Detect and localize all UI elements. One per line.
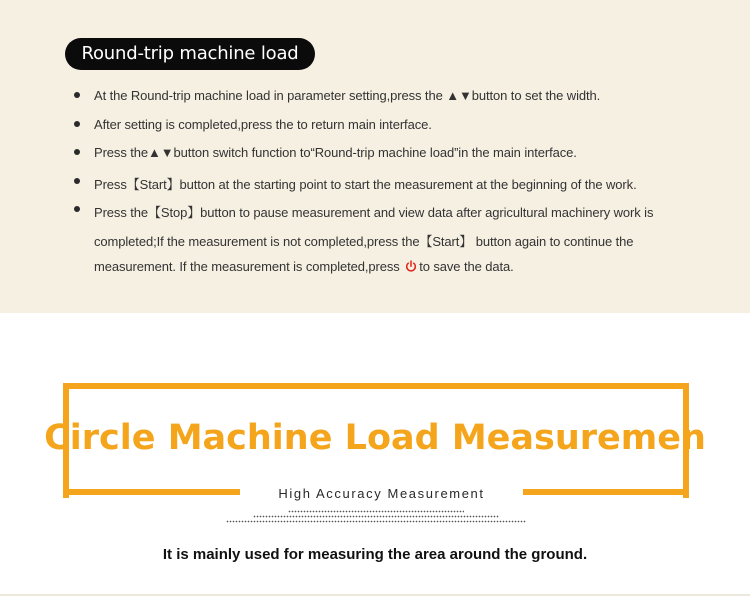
list-item: Press the▲▼button switch function to“Round-trip machine load”in the main interface.: [94, 145, 577, 160]
dotted-divider: [226, 520, 526, 523]
bullet-dot: [74, 92, 80, 98]
list-item-continuation: [94, 259, 514, 276]
list-item: At the Round-trip machine load in parameter setting,press the ▲▼button to set the width.: [94, 88, 601, 103]
dotted-divider: [288, 510, 464, 513]
subtitle: High Accuracy Measurement: [278, 486, 485, 501]
bullet-dot: [74, 206, 80, 212]
bottom-divider: [0, 594, 750, 596]
frame-corner-left: [63, 489, 69, 498]
headline: Circle Machine Load Measuremen: [44, 418, 706, 458]
list-item: Press【Start】button at the starting point to start the measurement at the beginning of the work.: [94, 177, 637, 192]
list-item-text: measurement. If the measurement is completed,press: [94, 259, 404, 274]
caption: It is mainly used for measuring the area around the ground.: [162, 546, 588, 563]
bullet-dot: [74, 178, 80, 184]
frame-bottom-left: [63, 489, 240, 495]
power-icon: [405, 260, 417, 276]
dotted-divider: [253, 515, 499, 518]
list-item-text: to save the data.: [419, 259, 514, 274]
list-item-continuation: completed;If the measurement is not completed,press the【Start】 button again to continue the: [94, 234, 634, 249]
section-title: Round-trip machine load: [65, 38, 315, 70]
list-item: After setting is completed,press the to return main interface.: [94, 117, 432, 132]
bullet-dot: [74, 149, 80, 155]
list-item: Press the【Stop】button to pause measurement and view data after agricultural machinery work is: [94, 205, 654, 220]
bullet-dot: [74, 121, 80, 127]
frame-bottom-right: [523, 489, 689, 495]
frame-corner-right: [683, 489, 689, 498]
